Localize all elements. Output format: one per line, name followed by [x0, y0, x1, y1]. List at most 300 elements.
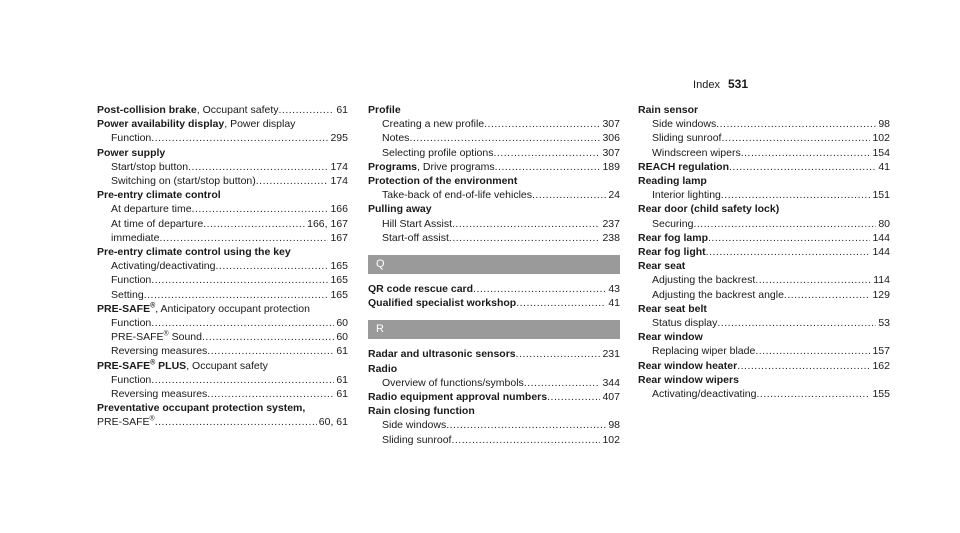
- entry-line: [638, 160, 890, 174]
- index-subentry: [97, 273, 348, 287]
- index-subentry: [368, 188, 620, 202]
- entry-text: Function: [111, 132, 152, 145]
- entry-text: Reversing measures: [111, 345, 208, 358]
- entry-text: Function: [111, 373, 152, 386]
- index-subentry: [638, 273, 890, 287]
- index-entry: [638, 174, 890, 188]
- leader-dots: [693, 217, 876, 231]
- index-entry: [97, 245, 348, 259]
- entry-keyword: Protection of the environment: [368, 175, 518, 188]
- leader-dots: [151, 131, 328, 145]
- entry-line: [97, 401, 348, 415]
- leader-dots: [409, 131, 600, 145]
- entry-line: [638, 330, 890, 344]
- index-entry: [638, 259, 890, 273]
- index-entry: [97, 117, 348, 131]
- entry-keyword: Pulling away: [368, 203, 432, 216]
- leader-dots: [215, 259, 328, 273]
- leader-dots: [755, 344, 870, 358]
- entry-line: [638, 174, 890, 188]
- page-reference: 61: [336, 388, 348, 401]
- entry-keyword: PRE-SAFE®: [97, 302, 156, 315]
- leader-dots: [279, 103, 335, 117]
- entry-line: [97, 273, 348, 287]
- index-subentry: [368, 131, 620, 145]
- entry-text: Notes: [382, 132, 410, 145]
- entry-line: [638, 202, 890, 216]
- entry-line: [368, 418, 620, 432]
- entry-text: [368, 404, 475, 418]
- leader-dots: [716, 117, 876, 131]
- index-entry: [638, 202, 890, 216]
- entry-text: PRE-SAFE® Sound: [111, 330, 202, 344]
- entry-line: [638, 245, 890, 259]
- entry-text: [97, 146, 165, 160]
- page-reference: 162: [872, 359, 890, 372]
- index-entry: [638, 359, 890, 373]
- entry-text: Overview of functions/symbols: [382, 376, 524, 389]
- index-entry: [368, 160, 620, 174]
- leader-dots: [516, 347, 601, 361]
- leader-dots: [151, 316, 334, 330]
- index-entry: [368, 390, 620, 404]
- index-subentry: [97, 344, 348, 358]
- index-entry: [368, 282, 620, 296]
- leader-dots: [706, 245, 871, 259]
- registered-mark: ®: [149, 415, 155, 423]
- header-title: Index: [693, 79, 720, 91]
- leader-dots: [155, 415, 317, 429]
- entry-line: [97, 259, 348, 273]
- entry-text: [368, 202, 432, 216]
- entry-text: Start-off assist: [382, 231, 449, 244]
- entry-keyword: Post-collision brake: [97, 104, 197, 116]
- index-subentry: [638, 146, 890, 160]
- entry-keyword: Rain closing function: [368, 405, 475, 418]
- index-subentry: [638, 344, 890, 358]
- entry-line: [368, 404, 620, 418]
- index-subentry: [97, 231, 348, 245]
- entry-line: [97, 188, 348, 202]
- page-reference: 189: [602, 160, 620, 173]
- entry-text: Sliding sunroof: [652, 132, 722, 145]
- entry-line: [368, 296, 620, 310]
- page-reference: 307: [602, 118, 620, 131]
- entry-line: [97, 160, 348, 174]
- leader-dots: [717, 316, 876, 330]
- index-subentry: [97, 330, 348, 344]
- entry-line: [638, 273, 890, 287]
- entry-text: Interior lighting: [652, 189, 721, 202]
- index-entry: [97, 103, 348, 117]
- entry-text: Function: [111, 317, 152, 330]
- leader-dots: [207, 387, 334, 401]
- section-header: Q: [368, 255, 620, 274]
- page-reference: 144: [872, 246, 890, 259]
- leader-dots: [494, 146, 601, 160]
- entry-keyword: Pre-entry climate control using the key: [97, 246, 291, 259]
- entry-line: [97, 117, 348, 131]
- page-reference: 144: [872, 231, 890, 244]
- registered-mark: ®: [150, 359, 156, 367]
- entry-keyword: Radio equipment approval numbers: [368, 391, 548, 404]
- leader-dots: [721, 188, 871, 202]
- entry-text: Power availability display, Power display: [97, 118, 296, 131]
- entry-line: [368, 231, 620, 245]
- entry-text: Activating/deactivating: [111, 260, 216, 273]
- leader-dots: [202, 330, 334, 344]
- leader-dots: [159, 231, 328, 245]
- index-entry: [638, 330, 890, 344]
- entry-keyword: Radar and ultrasonic sensors: [368, 348, 516, 361]
- index-subentry: [97, 316, 348, 330]
- entry-line: [97, 415, 348, 429]
- entry-line: [638, 316, 890, 330]
- entry-text: [638, 330, 703, 344]
- page-reference: 98: [878, 118, 890, 131]
- entry-line: [97, 103, 348, 117]
- entry-line: [638, 231, 890, 245]
- leader-dots: [203, 217, 305, 231]
- index-subentry: [368, 433, 620, 447]
- page-reference: 61: [336, 373, 348, 386]
- leader-dots: [532, 188, 606, 202]
- entry-line: [368, 117, 620, 131]
- page-reference: 98: [608, 419, 620, 432]
- entry-keyword: Rear window heater: [638, 359, 738, 372]
- entry-keyword: Rear seat: [638, 260, 686, 273]
- leader-dots: [741, 146, 871, 160]
- index-entry: [638, 302, 890, 316]
- entry-line: [368, 131, 620, 145]
- page-reference: 24: [608, 189, 620, 202]
- leader-dots: [756, 387, 870, 401]
- entry-text: Post-collision brake, Occupant safety: [97, 104, 279, 116]
- page-reference: 237: [602, 217, 620, 230]
- page-reference: 307: [602, 146, 620, 159]
- page-header: [693, 77, 748, 91]
- leader-dots: [737, 359, 870, 373]
- leader-dots: [144, 288, 329, 302]
- page-reference: 166: [330, 203, 348, 216]
- entry-text: Programs, Drive programs: [368, 160, 495, 173]
- entry-line: [368, 362, 620, 376]
- index-subentry: [97, 217, 348, 231]
- entry-text: [368, 103, 401, 117]
- entry-line: [97, 359, 348, 373]
- entry-keyword: Power availability display: [97, 118, 225, 131]
- page-reference: 174: [330, 175, 348, 188]
- entry-keyword: Pre-entry climate control: [97, 189, 221, 202]
- entry-line: [97, 146, 348, 160]
- entry-text: [638, 231, 708, 245]
- entry-text: [368, 296, 516, 310]
- index-entry: [638, 373, 890, 387]
- entry-line: [97, 245, 348, 259]
- page-reference: 174: [330, 160, 348, 173]
- index-subentry: [638, 217, 890, 231]
- entry-line: [638, 146, 890, 160]
- entry-text: [638, 373, 739, 387]
- entry-text: Switching on (start/stop button): [111, 175, 256, 188]
- index-subentry: [638, 387, 890, 401]
- entry-text: [638, 202, 779, 216]
- entry-keyword: Rear fog light: [638, 246, 706, 259]
- page-reference: 102: [872, 132, 890, 145]
- leader-dots: [729, 160, 876, 174]
- index-subentry: [368, 418, 620, 432]
- index-subentry: [97, 174, 348, 188]
- entry-keyword: Profile: [368, 104, 401, 116]
- entry-keyword: Rear fog lamp: [638, 231, 709, 244]
- page-reference: 60: [336, 317, 348, 330]
- leader-dots: [484, 117, 600, 131]
- index-subentry: [638, 188, 890, 202]
- entry-line: [368, 347, 620, 361]
- entry-keyword: Rear door (child safety lock): [638, 203, 780, 216]
- entry-text: Take-back of end-of-life vehicles: [382, 189, 532, 202]
- entry-line: [97, 373, 348, 387]
- entry-line: [368, 146, 620, 160]
- entry-line: [97, 344, 348, 358]
- index-subentry: [638, 131, 890, 145]
- index-subentry: [97, 373, 348, 387]
- entry-keyword: Rear seat belt: [638, 302, 707, 315]
- entry-text: Adjusting the backrest angle: [652, 288, 784, 301]
- page-reference: 43: [608, 283, 620, 296]
- index-subentry: [368, 146, 620, 160]
- page-reference: 61: [336, 104, 348, 116]
- index-subentry: [368, 217, 620, 231]
- leader-dots: [151, 273, 328, 287]
- page-reference: 151: [872, 189, 890, 202]
- leader-dots: [256, 174, 329, 188]
- entry-text: [638, 160, 729, 174]
- entry-line: [97, 217, 348, 231]
- index-entry: [97, 146, 348, 160]
- page-reference: 165: [330, 260, 348, 273]
- leader-dots: [755, 273, 871, 287]
- entry-text: [638, 103, 698, 117]
- leader-dots: [473, 282, 606, 296]
- page-reference: 60, 61: [318, 416, 348, 429]
- entry-line: [368, 188, 620, 202]
- page-reference: 114: [873, 274, 890, 287]
- entry-text: Function: [111, 274, 152, 287]
- page-reference: 165: [330, 274, 348, 287]
- entry-keyword: REACH regulation: [638, 160, 730, 173]
- entry-text: Sliding sunroof: [382, 433, 452, 446]
- entry-text: [368, 347, 516, 361]
- entry-text: Reversing measures: [111, 388, 208, 401]
- index-entry: [638, 160, 890, 174]
- entry-line: [368, 103, 620, 117]
- entry-text: [97, 401, 305, 415]
- entry-text: Adjusting the backrest: [652, 274, 756, 287]
- entry-text: Replacing wiper blade: [652, 345, 756, 358]
- entry-text: [97, 245, 291, 259]
- entry-line: [97, 174, 348, 188]
- entry-line: [368, 390, 620, 404]
- index-entry: [368, 362, 620, 376]
- entry-keyword: Rear window wipers: [638, 373, 739, 386]
- entry-text: PRE-SAFE® PLUS, Occupant safety: [97, 359, 268, 372]
- entry-text: [368, 390, 547, 404]
- index-column-3: [638, 103, 890, 401]
- entry-text: Start/stop button: [111, 160, 189, 173]
- entry-line: [368, 282, 620, 296]
- page-reference: 41: [878, 160, 890, 173]
- index-subentry: [97, 202, 348, 216]
- page-reference: 60: [336, 331, 348, 344]
- index-entry: [97, 188, 348, 202]
- entry-line: [97, 288, 348, 302]
- entry-line: [97, 330, 348, 344]
- page-reference: 295: [330, 132, 348, 145]
- entry-text: [638, 174, 707, 188]
- page-reference: 157: [872, 345, 890, 358]
- entry-line: [638, 359, 890, 373]
- entry-text: Side windows: [652, 118, 717, 131]
- entry-text: [638, 302, 707, 316]
- entry-line: [638, 188, 890, 202]
- entry-text: At departure time: [111, 203, 192, 216]
- index-entry: [97, 401, 348, 415]
- page-reference: 41: [608, 297, 620, 310]
- leader-dots: [451, 433, 600, 447]
- index-subentry: [368, 376, 620, 390]
- index-entry: [368, 347, 620, 361]
- index-subentry: [368, 117, 620, 131]
- entry-keyword: Power supply: [97, 146, 166, 159]
- entry-line: [638, 387, 890, 401]
- entry-text: Selecting profile options: [382, 146, 494, 159]
- page-reference: 238: [602, 231, 620, 244]
- registered-mark: ®: [163, 330, 169, 338]
- entry-text: Windscreen wipers: [652, 146, 741, 159]
- leader-dots: [446, 418, 606, 432]
- page-reference: 129: [872, 288, 890, 301]
- leader-dots: [708, 231, 870, 245]
- entry-text: PRE-SAFE®, Anticipatory occupant protection: [97, 302, 310, 315]
- entry-text: [638, 245, 706, 259]
- index-subentry: [97, 288, 348, 302]
- entry-line: [638, 259, 890, 273]
- entry-text: PRE-SAFE®: [97, 415, 155, 429]
- entry-line: [638, 131, 890, 145]
- entry-keyword: Radio: [368, 362, 398, 375]
- entry-line: [638, 103, 890, 117]
- index-entry: [368, 202, 620, 216]
- page-reference: 231: [602, 348, 620, 361]
- entry-text: Creating a new profile: [382, 118, 485, 131]
- entry-line: [368, 174, 620, 188]
- leader-dots: [151, 373, 334, 387]
- entry-text: [638, 359, 737, 373]
- leader-dots: [449, 231, 601, 245]
- entry-keyword: Reading lamp: [638, 175, 707, 188]
- entry-keyword: Qualified specialist workshop: [368, 297, 517, 310]
- index-subentry: [638, 117, 890, 131]
- leader-dots: [784, 288, 871, 302]
- entry-line: [368, 376, 620, 390]
- index-entry: [97, 302, 348, 316]
- index-subentry: [97, 415, 348, 429]
- entry-text: [97, 188, 221, 202]
- index-entry: [368, 296, 620, 310]
- entry-text: [368, 174, 517, 188]
- entry-line: [638, 217, 890, 231]
- entry-text: Securing: [652, 217, 694, 230]
- entry-text: Side windows: [382, 419, 447, 432]
- index-column-2: [368, 103, 620, 447]
- page-reference: 167: [330, 231, 348, 244]
- entry-line: [97, 202, 348, 216]
- entry-keyword: PRE-SAFE® PLUS: [97, 359, 187, 372]
- index-subentry: [97, 259, 348, 273]
- entry-text: Activating/deactivating: [652, 388, 757, 401]
- page-reference: 61: [336, 345, 348, 358]
- entry-line: [638, 117, 890, 131]
- leader-dots: [516, 296, 606, 310]
- index-entry: [638, 245, 890, 259]
- entry-line: [368, 202, 620, 216]
- leader-dots: [207, 344, 334, 358]
- page-reference: 80: [878, 217, 890, 230]
- entry-keyword: Programs: [368, 160, 418, 173]
- index-subentry: [638, 316, 890, 330]
- page-reference: 344: [602, 376, 620, 389]
- index-entry: [368, 174, 620, 188]
- entry-text: Status display: [652, 317, 718, 330]
- index-subentry: [368, 231, 620, 245]
- index-column-1: [97, 103, 348, 430]
- index-entry: [97, 359, 348, 373]
- leader-dots: [495, 160, 601, 174]
- entry-text: [368, 362, 397, 376]
- entry-line: [638, 288, 890, 302]
- page-reference: 407: [602, 391, 620, 404]
- leader-dots: [452, 217, 600, 231]
- entry-keyword: QR code rescue card: [368, 283, 474, 296]
- entry-line: [638, 344, 890, 358]
- index-subentry: [97, 387, 348, 401]
- index-subentry: [97, 160, 348, 174]
- leader-dots: [192, 202, 329, 216]
- entry-keyword: Rear window: [638, 331, 703, 344]
- entry-line: [97, 387, 348, 401]
- entry-line: [368, 433, 620, 447]
- entry-line: [638, 373, 890, 387]
- leader-dots: [721, 131, 870, 145]
- entry-line: [97, 316, 348, 330]
- index-entry: [638, 103, 890, 117]
- leader-dots: [524, 376, 601, 390]
- section-header: R: [368, 320, 620, 339]
- page-reference: 165: [330, 288, 348, 301]
- entry-text: [638, 259, 685, 273]
- leader-dots: [547, 390, 600, 404]
- entry-text: Hill Start Assist: [382, 217, 453, 230]
- page-reference: 306: [602, 132, 620, 145]
- entry-keyword: Preventative occupant protection system,: [97, 402, 306, 415]
- entry-line: [97, 231, 348, 245]
- entry-text: [368, 282, 473, 296]
- entry-text: At time of departure: [111, 217, 204, 230]
- registered-mark: ®: [150, 302, 156, 310]
- page-reference: 102: [602, 433, 620, 446]
- entry-line: [97, 131, 348, 145]
